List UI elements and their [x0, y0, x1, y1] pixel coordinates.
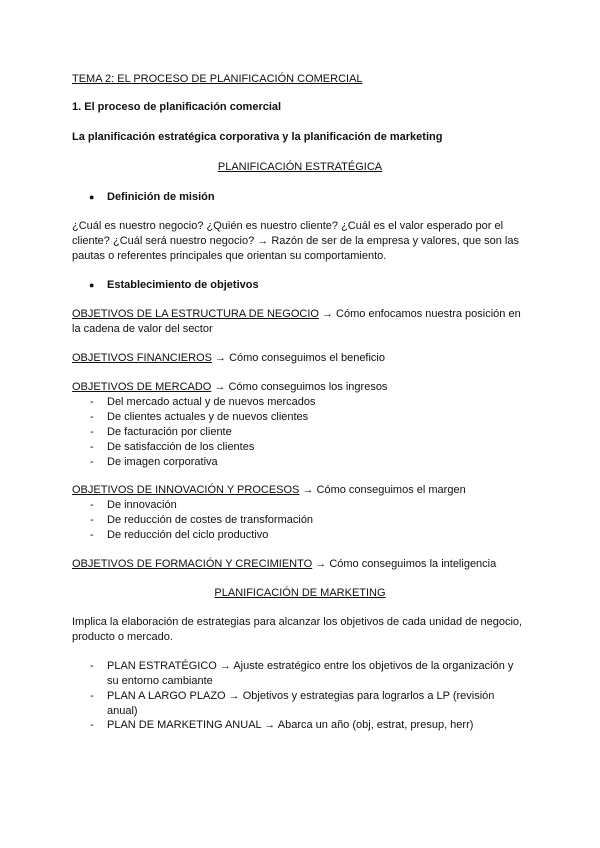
bullet-icon: ●	[89, 192, 95, 202]
dash-icon: -	[90, 456, 94, 468]
dash-icon: -	[90, 690, 94, 702]
section-heading: 1. El proceso de planificación comercial	[72, 101, 282, 113]
objetivo-title: OBJETIVOS DE INNOVACIÓN Y PROCESOS	[72, 484, 300, 496]
objetivo-desc-line: la cadena de valor del sector	[72, 323, 213, 335]
heading-planificacion-marketing: PLANIFICACIÓN DE MARKETING	[214, 587, 386, 599]
section-subtitle: La planificación estratégica corporativa y la planificación de marketing	[72, 131, 443, 143]
dash-icon: -	[90, 529, 94, 541]
plan-item: PLAN DE MARKETING ANUAL → Abarca un año (obj, estrat, presup, herr)	[107, 719, 474, 731]
list-item: De reducción de costes de transformación	[107, 514, 314, 526]
mision-text-line: pautas o referentes principales que orientan su comportamiento.	[72, 250, 387, 262]
list-item: De clientes actuales y de nuevos clientes	[107, 411, 309, 423]
objetivo-formacion	[72, 557, 496, 572]
objetivo-title: OBJETIVOS DE LA ESTRUCTURA DE NEGOCIO	[72, 308, 319, 320]
objetivo-desc: → Cómo enfocamos nuestra posición en	[318, 308, 521, 320]
dash-icon: -	[90, 396, 94, 408]
objetivo-title: OBJETIVOS DE MERCADO	[72, 381, 212, 393]
objetivo-title: OBJETIVOS FINANCIEROS	[72, 352, 212, 364]
objetivo-estructura	[72, 307, 521, 322]
objetivo-financieros	[72, 351, 385, 366]
dash-icon: -	[90, 719, 94, 731]
objetivos-label: Establecimiento de objetivos	[107, 279, 259, 291]
objetivo-desc: → Cómo conseguimos el beneficio	[211, 352, 385, 364]
mision-text-line: cliente? ¿Cuál será nuestro negocio? → Razón de ser de la empresa y valores, que son las	[72, 235, 519, 247]
objetivo-innovacion	[72, 483, 466, 498]
objetivo-mercado	[72, 380, 387, 395]
heading-planificacion-estrategica: PLANIFICACIÓN ESTRATÉGICA	[217, 161, 383, 173]
dash-icon: -	[90, 411, 94, 423]
bullet-icon: ●	[89, 280, 95, 290]
list-item: De innovación	[107, 499, 177, 511]
plan-item-continuation: su entorno cambiante	[107, 675, 213, 687]
dash-icon: -	[90, 660, 94, 672]
objetivo-title: OBJETIVOS DE FORMACIÓN Y CRECIMIENTO	[72, 558, 313, 570]
objetivo-desc: → Cómo conseguimos los ingresos	[211, 381, 388, 393]
plan-item: PLAN ESTRATÉGICO → Ajuste estratégico entre los objetivos de la organización y	[107, 660, 514, 672]
list-item: De reducción del ciclo productivo	[107, 529, 269, 541]
dash-icon: -	[90, 426, 94, 438]
mision-text-line: ¿Cuál es nuestro negocio? ¿Quién es nuestro cliente? ¿Cuál es el valor esperado por el	[72, 220, 504, 232]
plan-item: PLAN A LARGO PLAZO → Objetivos y estrategias para lograrlos a LP (revisión	[107, 690, 495, 702]
dash-icon: -	[90, 514, 94, 526]
marketing-intro-line: Implica la elaboración de estrategias para alcanzar los objetivos de cada unidad de negocio,	[72, 616, 523, 628]
plan-item-continuation: anual)	[107, 705, 138, 717]
list-item: De satisfacción de los clientes	[107, 441, 255, 453]
list-item: De facturación por cliente	[107, 426, 232, 438]
list-item: Del mercado actual y de nuevos mercados	[107, 396, 316, 408]
dash-icon: -	[90, 441, 94, 453]
objetivo-desc: → Cómo conseguimos la inteligencia	[312, 558, 497, 570]
dash-icon: -	[90, 499, 94, 511]
objetivo-desc: → Cómo conseguimos el margen	[299, 484, 466, 496]
document-title: TEMA 2: EL PROCESO DE PLANIFICACIÓN COMERCIAL	[72, 73, 363, 85]
marketing-intro-line: producto o mercado.	[72, 631, 173, 643]
list-item: De imagen corporativa	[107, 456, 218, 468]
mision-label: Definición de misión	[107, 191, 215, 203]
